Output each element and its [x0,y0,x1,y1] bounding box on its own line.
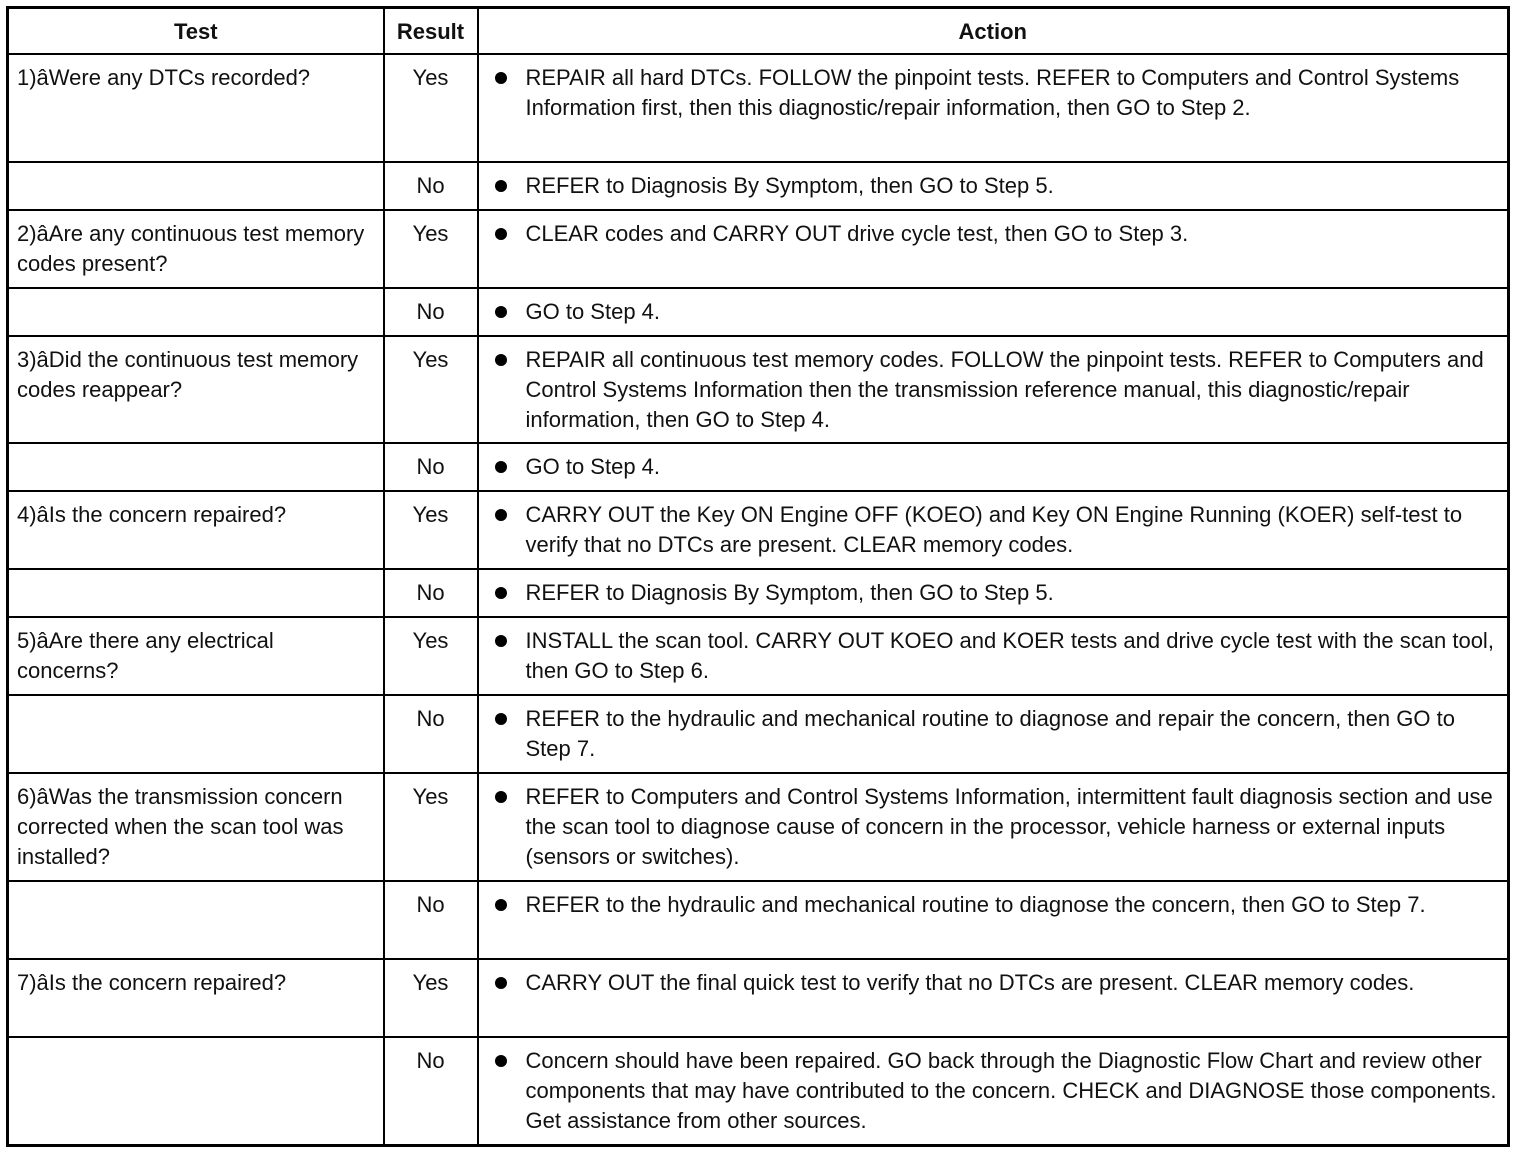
result-cell: No [384,569,478,617]
bullet-icon [495,977,507,989]
table-row [8,443,1509,491]
result-cell: Yes [384,773,478,881]
action-text: CLEAR codes and CARRY OUT drive cycle test, then GO to Step 3. [525,221,1189,246]
result-cell: Yes [384,336,478,443]
table-row [8,959,1509,1037]
test-cell: 1)âWere any DTCs recorded? [8,54,384,162]
test-cell [8,881,384,959]
action-cell [478,959,1509,1037]
bullet-icon [495,228,507,240]
table-row [8,491,1509,569]
action-item [487,890,1500,920]
test-cell: 4)âIs the concern repaired? [8,491,384,569]
bullet-icon [495,791,507,803]
action-text: REFER to Diagnosis By Symptom, then GO to Step 5. [525,173,1054,198]
action-cell [478,1037,1509,1145]
action-text: CARRY OUT the Key ON Engine OFF (KOEO) and Key ON Engine Running (KOER) self-test to verify that no DTCs are present. CLEAR memory codes. [525,502,1463,557]
action-text: REPAIR all hard DTCs. FOLLOW the pinpoint tests. REFER to Computers and Control Systems Information first, then this diagnostic/repair information, then GO to Step 2. [525,65,1460,120]
test-cell: 3)âDid the continuous test memory codes reappear? [8,336,384,443]
table-body [8,54,1509,1145]
action-item [487,452,1500,482]
action-cell [478,162,1509,210]
action-item [487,704,1500,764]
action-cell [478,773,1509,881]
header-action: Action [478,8,1509,55]
action-item [487,63,1500,123]
action-text: REFER to the hydraulic and mechanical routine to diagnose the concern, then GO to Step 7. [525,892,1426,917]
result-cell: No [384,443,478,491]
table-row [8,881,1509,959]
result-cell: Yes [384,959,478,1037]
result-cell: Yes [384,54,478,162]
action-text: REFER to Diagnosis By Symptom, then GO to Step 5. [525,580,1054,605]
action-text: GO to Step 4. [525,299,661,324]
bullet-icon [495,306,507,318]
action-text: INSTALL the scan tool. CARRY OUT KOEO and KOER tests and drive cycle test with the scan tool, then GO to Step 6. [525,628,1494,683]
table-row [8,288,1509,336]
bullet-icon [495,587,507,599]
action-cell [478,881,1509,959]
action-item [487,500,1500,560]
table-row [8,1037,1509,1145]
test-cell [8,695,384,773]
test-cell [8,443,384,491]
bullet-icon [495,899,507,911]
bullet-icon [495,509,507,521]
bullet-icon [495,180,507,192]
action-item [487,626,1500,686]
action-text: REFER to the hydraulic and mechanical routine to diagnose and repair the concern, then GO to Step 7. [525,706,1455,761]
action-text: CARRY OUT the final quick test to verify that no DTCs are present. CLEAR memory codes. [525,970,1415,995]
header-row [8,8,1509,55]
bullet-icon [495,635,507,647]
action-item [487,968,1500,998]
table-row [8,773,1509,881]
test-cell: 5)âAre there any electrical concerns? [8,617,384,695]
bullet-icon [495,72,507,84]
result-cell: No [384,1037,478,1145]
action-item [487,171,1500,201]
action-cell [478,288,1509,336]
action-text: Concern should have been repaired. GO back through the Diagnostic Flow Chart and review other components that may have contributed to the concern. CHECK and DIAGNOSE those components. Get assistance from other sources. [525,1048,1497,1133]
action-cell [478,617,1509,695]
action-text: REPAIR all continuous test memory codes. FOLLOW the pinpoint tests. REFER to Computers and Control Systems Information then the transmission reference manual, this diagnostic/repair information, then GO to Step 4. [525,347,1484,432]
action-text: REFER to Computers and Control Systems Information, intermittent fault diagnosis section and use the scan tool to diagnose cause of concern in the processor, vehicle harness or external inputs (sensors or switches). [525,784,1493,869]
action-item [487,1046,1500,1136]
table-row [8,162,1509,210]
test-cell [8,1037,384,1145]
bullet-icon [495,1055,507,1067]
action-item [487,297,1500,327]
test-cell: 7)âIs the concern repaired? [8,959,384,1037]
action-cell [478,54,1509,162]
bullet-icon [495,461,507,473]
action-cell [478,695,1509,773]
header-result: Result [384,8,478,55]
table-row [8,210,1509,288]
bullet-icon [495,713,507,725]
result-cell: No [384,881,478,959]
test-cell: 6)âWas the transmission concern corrected when the scan tool was installed? [8,773,384,881]
result-cell: Yes [384,617,478,695]
action-cell [478,569,1509,617]
bullet-icon [495,354,507,366]
header-test: Test [8,8,384,55]
result-cell: Yes [384,210,478,288]
test-cell [8,162,384,210]
action-cell [478,336,1509,443]
action-cell [478,491,1509,569]
action-cell [478,210,1509,288]
action-cell [478,443,1509,491]
action-text: GO to Step 4. [525,454,661,479]
result-cell: No [384,695,478,773]
test-cell: 2)âAre any continuous test memory codes present? [8,210,384,288]
table-row [8,695,1509,773]
result-cell: No [384,162,478,210]
table-row [8,569,1509,617]
table-row [8,54,1509,162]
result-cell: Yes [384,491,478,569]
table-row [8,336,1509,443]
table-row [8,617,1509,695]
diagnostic-table [6,6,1510,1147]
result-cell: No [384,288,478,336]
action-item [487,219,1500,249]
action-item [487,782,1500,872]
test-cell [8,569,384,617]
action-item [487,345,1500,435]
action-item [487,578,1500,608]
test-cell [8,288,384,336]
